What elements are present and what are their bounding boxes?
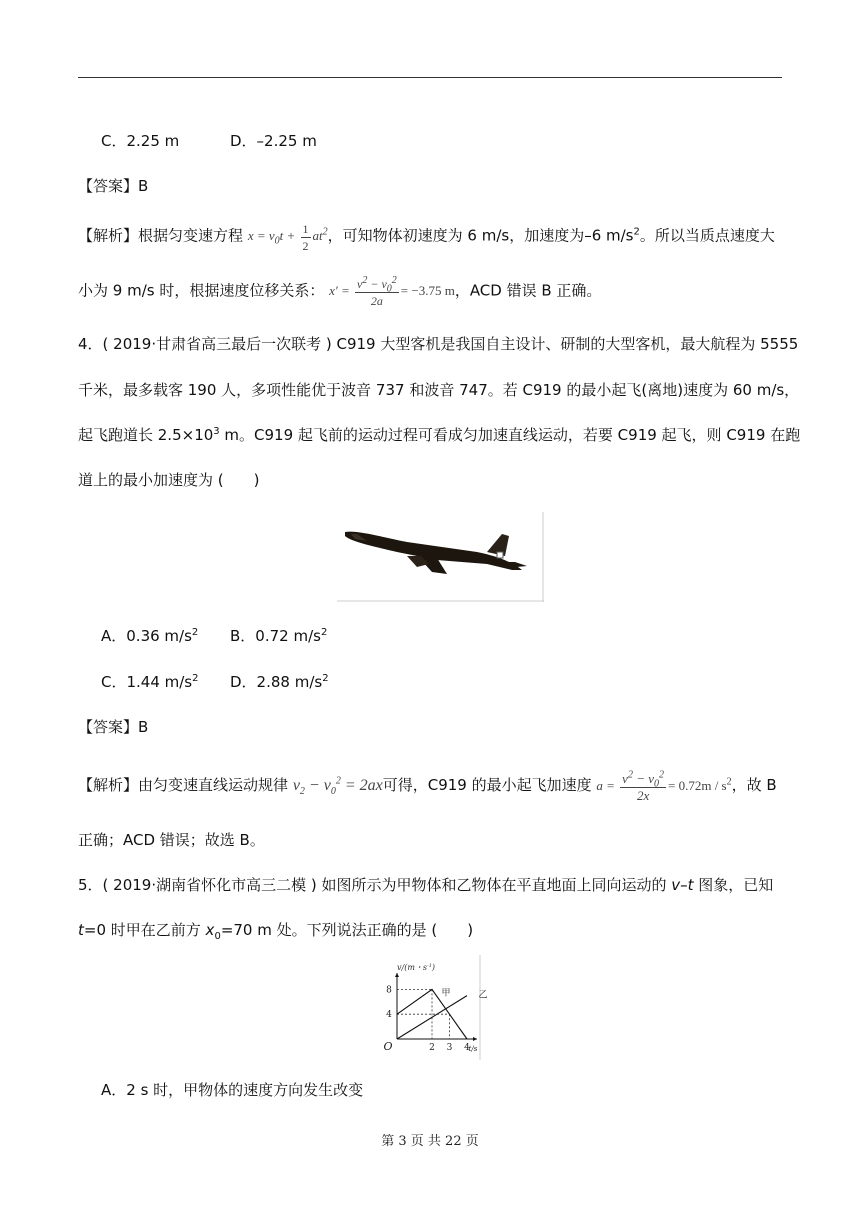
q4-text: 起飞跑道长 2.5×10 [78, 426, 214, 444]
formula-kinematics: $v_2 - v_0^2 = 2ax$ [292, 775, 383, 798]
q4-option-c: C．1.44 $m/s^2$ [101, 673, 199, 691]
x-tick-label: 4 [464, 1043, 470, 1053]
x-tick-label: 2 [429, 1043, 435, 1053]
q4-stem-line3: 起飞跑道长 $2.5\times 10^3$ m。C919 起飞前的运动过程可看成匀加速直线运动，若要 C919 起飞，则 C919 在跑 [78, 426, 801, 444]
x-tick-label: 3 [446, 1043, 453, 1053]
q4-answer: 【答案】B [78, 718, 149, 736]
airplane-image [337, 512, 544, 602]
q5-text: =70 m 处。下列说法正确的是 ( ) [220, 921, 474, 939]
q5-text: 5．( 2019·湖南省怀化市高三二模 ) 如图所示为甲物体和乙物体在平直地面上同向运动的 [78, 876, 672, 894]
q3-analysis-line1: 【解析】根据匀变速方程 $x = v_0t$ + $\frac{1}{2}$ $at^2$，可知物体初速度为 6 m/s，加速度为–6 $m/s^2$。所以当质点速度大 [78, 222, 775, 253]
formula-velocity-displacement: x′ = $\frac{v^2 - v_0^2}{2a}$ = −3.75 m [329, 275, 455, 308]
q5-stem-line2: t=0 时甲在乙前方 $x_0=70$ m 处。下列说法正确的是 ( ) [78, 921, 474, 942]
q3-answer: 【答案】B [78, 177, 149, 195]
x-axis-label: t/s [468, 1045, 478, 1053]
q4-text: m。C919 起飞前的运动过程可看成匀加速直线运动，若要 C919 起飞，则 C919 在跑 [219, 426, 801, 444]
analysis-text: ，可知物体初速度为 6 m/s，加速度为–6 m/s [327, 226, 634, 245]
y-axis-label: v/(m・$s^{-1}$) [397, 963, 436, 972]
analysis-tag: 【解析】 [78, 226, 139, 245]
q4-option-b: B．0.72 $m/s^2$ [230, 627, 328, 645]
analysis-text: ，故 B [731, 776, 777, 794]
analysis-text: 根据匀变速方程 [138, 226, 244, 245]
formula-displacement: $x = v_0t$ + $\frac{1}{2}$ $at^2$ [247, 222, 328, 253]
q4-options-cd [101, 672, 329, 692]
analysis-tag: 【解析】 [78, 776, 139, 794]
y-tick-label: 4 [386, 1010, 392, 1021]
analysis-text: 小为 9 m/s 时，根据速度位移关系： [78, 281, 325, 300]
q4-analysis-line1 [78, 770, 777, 804]
q3-option-c: C．2.25 m [101, 132, 180, 150]
q5-stem-line1 [78, 875, 773, 895]
q4-stem-line2: 千米，最多载客 190 人，多项性能优于波音 737 和波音 747。若 C919 的最小起飞(离地)速度为 60 m/s， [78, 381, 800, 399]
q5-text: 图象，已知 [693, 876, 774, 894]
q3-option-d: D．–2.25 m [230, 132, 317, 150]
formula-min-acceleration: a = $\frac{v^2 - v_0^2}{2x}$ = $0.72m / s^2$ [596, 769, 732, 803]
analysis-text: 由匀变速直线运动规律 [138, 776, 289, 794]
q4-stem-line4: 道上的最小加速度为 ( ) [78, 471, 260, 489]
analysis-text: 可得，C919 的最小起飞加速度 [382, 776, 592, 794]
q5-option-a: A．2 s 时，甲物体的速度方向发生改变 [101, 1081, 364, 1099]
q3-options-cd [101, 131, 317, 151]
vt-graph [377, 955, 488, 1060]
q4-option-a: A．0.36 $m/s^2$ [101, 627, 199, 645]
series-jia-label: 甲 [441, 988, 451, 999]
q4-stem-line1: 4．( 2019·甘肃省高三最后一次联考 ) C919 大型客机是我国自主设计、研制的大型客机，最大航程为 5555 [78, 335, 799, 353]
q3-analysis-line2 [78, 276, 601, 309]
origin-label: O [383, 1040, 393, 1053]
y-tick-label: 8 [386, 985, 392, 996]
q4-analysis-line2: 正确；ACD 错误；故选 B。 [78, 831, 265, 849]
series-yi-label: 乙 [478, 990, 488, 1001]
q4-option-d: D．2.88 $m/s^2$ [230, 673, 329, 691]
page-footer: 第 3 页 共 22 页 [381, 1134, 479, 1149]
header-rule [78, 77, 782, 78]
analysis-text: 。所以当质点速度大 [639, 226, 775, 245]
analysis-text: ，ACD 错误 B 正确。 [454, 281, 602, 300]
q5-vt: v–t [671, 876, 694, 894]
q5-text: =0 时甲在乙前方 [83, 921, 206, 939]
q4-options-ab [101, 626, 327, 646]
